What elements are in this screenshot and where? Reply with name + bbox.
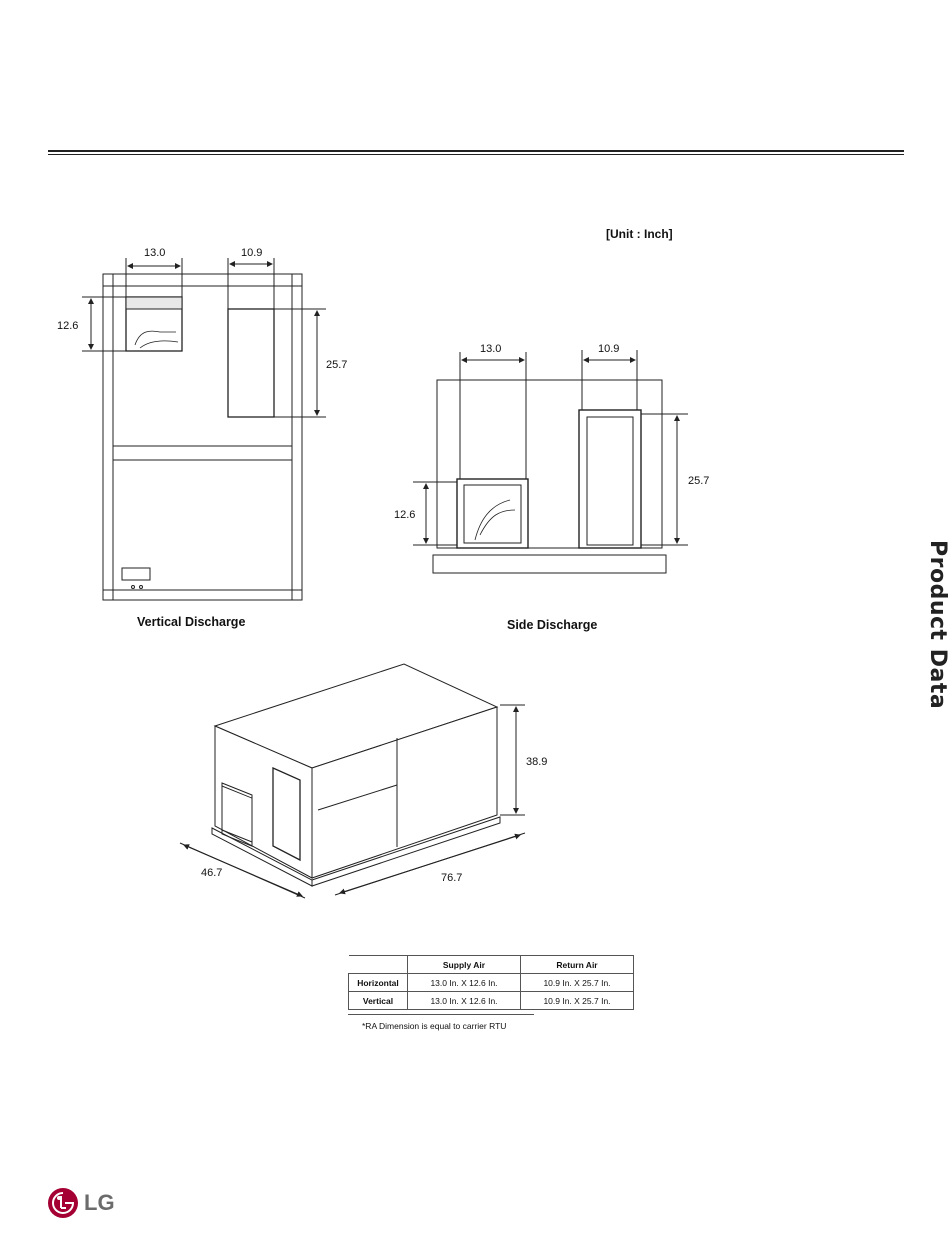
- table-header-return: Return Air: [521, 956, 634, 974]
- note-divider: [348, 1014, 534, 1015]
- brand-logo: [48, 1188, 115, 1218]
- vd-return-height-label: 25.7: [326, 359, 348, 371]
- vd-return-width-label: 10.9: [241, 247, 263, 259]
- row-return: 10.9 In. X 25.7 In.: [521, 974, 634, 992]
- sd-supply-width-label: 13.0: [480, 343, 502, 355]
- opening-dimensions-table: [348, 955, 634, 1010]
- row-supply: 13.0 In. X 12.6 In.: [408, 974, 521, 992]
- isometric-drawing: [180, 664, 525, 898]
- lg-face-icon: [48, 1188, 78, 1218]
- iso-depth-label: 46.7: [201, 867, 223, 879]
- row-label: Horizontal: [349, 974, 408, 992]
- vd-supply-width-label: 13.0: [144, 247, 166, 259]
- sd-return-width-label: 10.9: [598, 343, 620, 355]
- table-row: [349, 974, 634, 992]
- iso-length-label: 76.7: [441, 872, 463, 884]
- row-label: Vertical: [349, 992, 408, 1010]
- iso-height-label: 38.9: [526, 756, 548, 768]
- row-supply: 13.0 In. X 12.6 In.: [408, 992, 521, 1010]
- table-note: *RA Dimension is equal to carrier RTU: [362, 1021, 507, 1031]
- vd-supply-height-label: 12.6: [57, 320, 79, 332]
- sd-return-height-label: 25.7: [688, 475, 710, 487]
- table-row: [349, 992, 634, 1010]
- row-return: 10.9 In. X 25.7 In.: [521, 992, 634, 1010]
- vertical-discharge-drawing: [82, 258, 326, 600]
- brand-name: LG: [84, 1190, 115, 1215]
- sd-caption: Side Discharge: [507, 618, 598, 632]
- side-discharge-drawing: [413, 350, 688, 573]
- unit-label: [Unit : Inch]: [606, 227, 673, 241]
- table-header-supply: Supply Air: [408, 956, 521, 974]
- vd-caption: Vertical Discharge: [137, 615, 246, 629]
- sd-supply-height-label: 12.6: [394, 509, 416, 521]
- side-section-title: Product Data: [925, 540, 950, 710]
- table-header-blank: [349, 956, 408, 974]
